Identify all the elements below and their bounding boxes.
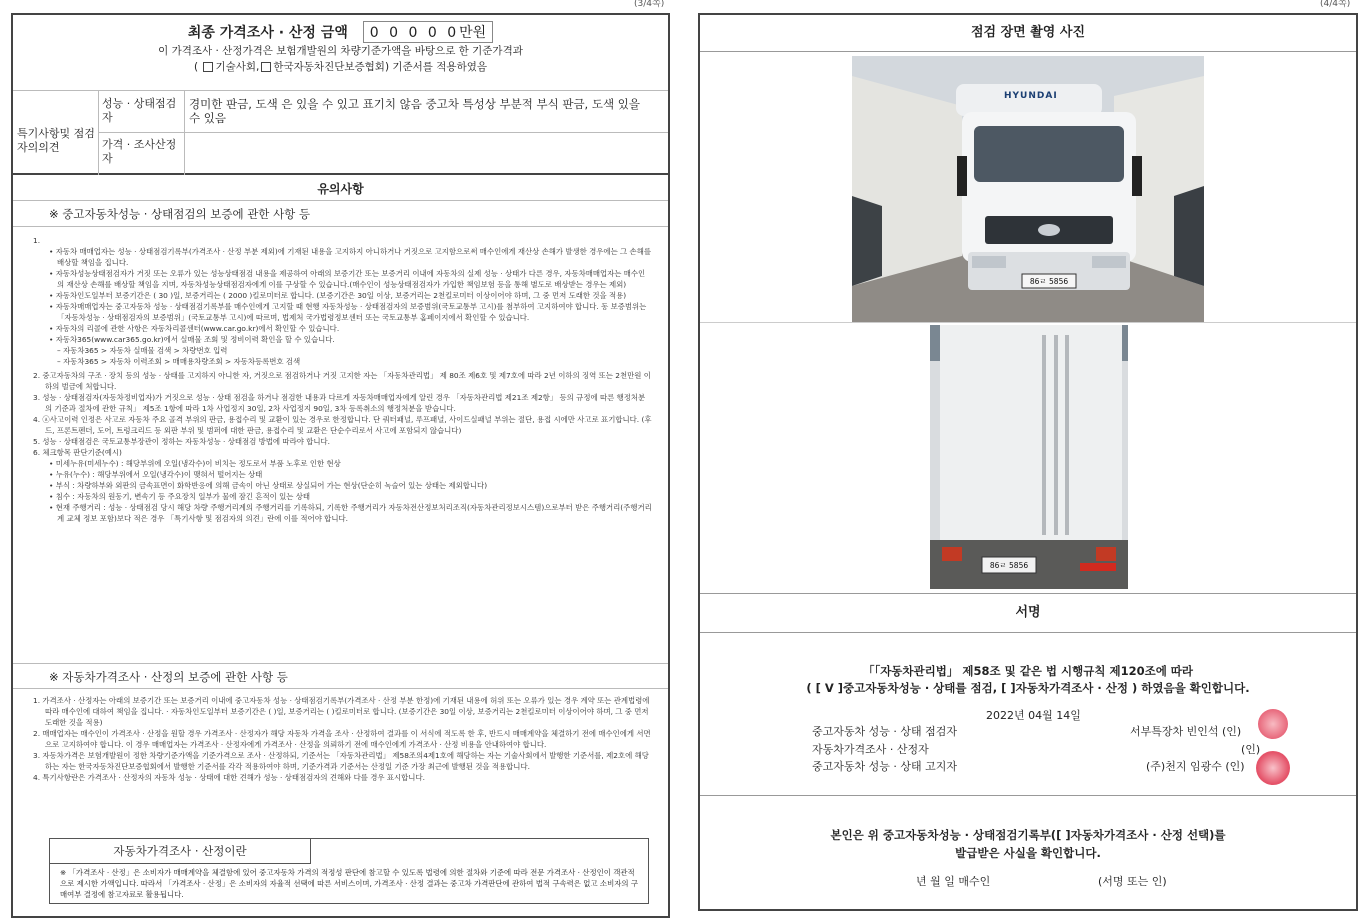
notice-title: 유의사항: [13, 175, 668, 201]
criteria-bullet: • 부식 : 차량하부와 외판의 금속표면이 화학반응에 의해 금속이 아닌 상태로 상실되어 가는 현상(단순히 녹슬어 있는 상태는 제외합니다): [49, 481, 488, 490]
page-number-right: (4/4쪽): [1320, 0, 1351, 9]
inspection-form-page-4: [698, 13, 1358, 911]
checkbox-tech-society[interactable]: [203, 62, 213, 72]
final-price-amount: 0 0 0 0 0: [369, 25, 460, 41]
final-price-amount-box[interactable]: [363, 21, 493, 43]
notice-section-2-body: [31, 695, 652, 783]
appraisal-definition-box: [49, 838, 649, 904]
inspector-name[interactable]: 서부특장차 빈인석 (인): [1130, 725, 1242, 738]
notice-item-3: 3. 성능 · 상태점검자(자동차정비업자)가 거짓으로 성능 · 상태 점검을 하거나 점검한 내용과 다르게 자동차매매업자에게 알린 경우 「자동차관리법 제21조 제2항」 등의 규정에 따른 행정처분의 기준과 절차에 관한 규칙」 제5조 1항에 따라 1차 사업정지 30일, 2차 사업정지 90일, 3차 등록취소의 행정처분을 받습니다.: [33, 393, 646, 413]
notice-sub: – 자동차365 > 자동차 이력조회 > 매매용차량조회 > 자동차등록번호 검색: [57, 357, 301, 366]
price-item-1: 1. 가격조사 · 산정자는 아래의 보증기간 또는 보증거리 이내에 중고자동차 성능 · 상태점검기록부(가격조사 · 산정 부분 한정)에 기재된 내용에 허위 또는 오류가 있는 경우 계약 또는 관계법령에 따라 매수인에 대하여 책임을 집니다. · 자동차인도일부터 보증기간은 ( )일, 보증거리는 ( )킬로미터로 합니다. (보증기간은 30일 이상, 보증거리는 2천킬로미터 이상이어야 하며, 그 중 먼저 도래한 것을 적용): [33, 696, 650, 727]
criteria-bullet: • 침수 : 자동차의 원동기, 변속기 등 주요장치 일부가 물에 잠긴 흔적이 있는 상태: [49, 492, 311, 501]
special-notes-section: [13, 91, 668, 175]
notice-bullet: • 자동차성능상태점검자가 거짓 또는 오류가 있는 성능상태점검 내용을 제공하여 아래의 보증기간 또는 보증거리 이내에 자동차의 실제 성능 · 상태가 다른 경우, 자동차매매업자는 매수인의 재산상 손해를 배상할 책임을 지며, 자동차성능상태점검자에게 이를 구상할 수 있습니다.(매수인이 성능상태점검자가 가입한 책임보험 등을 통해 별도로 배상받는 경우는 제외): [49, 269, 646, 289]
notice-section-1-heading: ※ 중고자동차성능 · 상태점검의 보증에 관한 사항 등: [49, 207, 311, 221]
criteria-bullet: • 누유(누수) : 해당부위에서 오일(냉각수)이 맺혀서 떨어지는 상태: [49, 470, 263, 479]
criteria-bullet: • 현재 주행거리 : 성능 · 상태점검 당시 해당 차량 주행거리계의 주행거리를 기록하되, 기록한 주행거리가 자동차전산정보처리조직(자동차관리정보시스템)으로부터 받은 주행거리(주행거리계 교체 정보 포함)보다 적은 경우 「특기사항 및 점검자의 의견」란에 이를 적어야 합니다.: [49, 503, 652, 523]
buyer-signature[interactable]: (서명 또는 인): [1098, 875, 1167, 888]
notifier-seal-stamp: [1256, 751, 1290, 785]
appraiser-opinion-text[interactable]: [185, 133, 668, 175]
price-item-2: 2. 매매업자는 매수인이 가격조사 · 산정을 원할 경우 가격조사 · 산정자가 해당 자동차 가격을 조사 · 산정하여 결과를 이 서식에 적도록 한 후, 반드시 매매계약을 체결하기 전에 매수인에게 서면으로 고지하여야 합니다. 이 경우 매매업자는 가격조사 · 산정자에게 가격조사 · 산정을 의뢰하기 전에 매수인에게 가격조사 · 산정 비용을 안내하여야 합니다.: [33, 729, 651, 749]
confirmation-line[interactable]: ( [ V ]중고자동차성능 · 상태를 점검, [ ]자동차가격조사 · 산정 ) 하였음을 확인합니다.: [806, 681, 1250, 695]
notice-bullet: • 자동차매매업자는 중고자동차 성능 · 상태점검기록부를 매수인에게 고지할 때 현행 자동차성능 · 상태점검자의 보증범위(국토교통부 고시)를 첨부하여 고지하여야 합니다. 동 보증범위는 「자동차성능 · 상태점검자의 보증범위」(국토교통부 고시)에 따르며, 법제처 국가법령정보센터 또는 국토교통부 홈페이지에서 확인할 수 있습니다.: [49, 302, 647, 322]
front-plate-text: 86ㄹ 5856: [1029, 277, 1069, 286]
inspection-form-page-3: [11, 13, 670, 918]
inspector-role: 중고자동차 성능 · 상태 점검자: [812, 725, 957, 738]
notice-bullet: • 자동차365(www.car365.go.kr)에서 실매물 조회 및 정비이력 확인을 할 수 있습니다.: [49, 335, 335, 344]
appraiser-opinion-label: 가격 · 조사산정자: [99, 133, 185, 175]
final-price-basis: 이 가격조사 · 산정가격은 보험개발원의 차량기준가액을 바탕으로 한 기준가격과: [158, 45, 523, 57]
notifier-role: 중고자동차 성능 · 상태 고지자: [812, 760, 957, 773]
final-price-section: [13, 15, 668, 91]
notice-bullet: • 자동차의 리콜에 관한 사항은 자동차리콜센터(www.car.go.kr)에서 확인할 수 있습니다.: [49, 324, 340, 333]
notice-item-4: 4. ⓐ사고이력 인정은 사고로 자동차 주요 골격 부위의 판금, 용접수리 및 교환이 있는 경우로 한정합니다. 단 쿼터패널, 루프패널, 사이드실패널 부위는 절단, 용접 시에만 사고로 표기합니다. (후드, 프론트펜더, 도어, 트렁크리드 등 외판 부위 및 범퍼에 대한 판금, 용접수리 및 교환은 단순수리로서 사고에 포함되지 않습니다): [33, 415, 652, 435]
notice-section-1-body: [31, 235, 652, 524]
price-item-4: 4. 특기사항란은 가격조사 · 산정자의 자동차 성능 · 상태에 대한 견해가 성능 · 상태점검자의 견해와 다를 경우 표시합니다.: [33, 773, 425, 782]
final-price-unit: 만원: [459, 25, 487, 41]
checkbox-kadia[interactable]: [261, 62, 271, 72]
inspector-seal-stamp: [1258, 709, 1288, 739]
front-brand-text: HYUNDAI: [1004, 91, 1058, 101]
notice-sec2-row: [13, 663, 668, 689]
front-truck-photo: [852, 56, 1204, 322]
inspector-opinion-text[interactable]: 경미한 판금, 도색 은 있을 수 있고 표기치 않음 중고차 특성상 부분적 부식 판금, 도색 있을 수 있음: [185, 91, 668, 133]
special-notes-label: 특기사항및 점검자의의견: [13, 91, 99, 175]
notice-item-2: 2. 중고자동차의 구조 · 장치 등의 성능 · 상태를 고지하지 아니한 자, 거짓으로 점검하거나 거짓 고지한 자는 「자동차관리법」 제 80조 제6호 및 제7호에 따라 2년 이하의 징역 또는 2천만원 이하의 벌금에 처합니다.: [33, 371, 651, 391]
appraiser-role: 자동차가격조사 · 산정자: [812, 743, 929, 756]
notice-bullet: • 자동차 매매업자는 성능 · 상태점검기록부(가격조사 · 산정 부분 제외)에 기재된 내용을 고지하지 아니하거나 거짓으로 고지함으로써 매수인에게 재산상 손해가 발생한 경우에는 그 손해를 배상할 책임을 집니다.: [49, 247, 651, 267]
notice-sub: – 자동차365 > 자동차 실매물 검색 > 차량번호 입력: [57, 346, 228, 355]
criteria-bullet: • 미세누유(미세누수) : 해당부위에 오일(냉각수)이 비치는 정도로서 부품 노후로 인한 현상: [49, 459, 341, 468]
notice-bullet: • 자동차인도일부터 보증기간은 ( 30 )일, 보증거리는 ( 2000 )킬로미터로 합니다. (보증기간은 30일 이상, 보증거리는 2천킬로미터 이상이어야 하며, 그 중 먼저 도래한 것을 적용): [49, 291, 627, 300]
final-price-heading: [13, 15, 668, 43]
signature-title: 서명: [700, 593, 1356, 633]
law-basis-line: 「「자동차관리법」 제58조 및 같은 법 시행규칙 제120조에 따라: [862, 664, 1194, 678]
appraiser-name[interactable]: (인): [1241, 743, 1261, 756]
notice-item-5: 5. 성능 · 상태점검은 국토교통부장관이 정하는 자동차성능 · 상태점검 방법에 따라야 합니다.: [33, 437, 330, 446]
final-price-title: 최종 가격조사 · 산정 금액: [187, 25, 348, 41]
photos-title: 점검 장면 촬영 사진: [700, 15, 1356, 52]
inspector-opinion-label: 성능 · 상태점검자: [99, 91, 185, 133]
receipt-line-1: 본인은 위 중고자동차성능 · 상태점검기록부([ ]자동차가격조사 · 산정 선택)를: [830, 828, 1226, 842]
standard-choice-end: ) 기준서를 적용하였음: [384, 61, 487, 73]
signature-date: 2022년 04월 14일: [986, 709, 1081, 722]
standard-choice: ( 기술사회, 한국자동차진단보증협회) 기준서를 적용하였음: [194, 61, 487, 73]
notice-item-1: 1.: [33, 236, 41, 245]
notice-sec1-row: [13, 201, 668, 227]
notice-section-2-heading: ※ 자동차가격조사 · 산정의 보증에 관한 사항 등: [49, 670, 288, 684]
rear-truck-photo: [930, 325, 1128, 589]
definition-text: ※ 「가격조사 · 산정」은 소비자가 매매계약을 체결함에 있어 중고자동차 가격의 적정성 판단에 참고할 수 있도록 법령에 의한 절차와 기준에 따라 전문 가격조사 · 산정인이 객관적으로 제시한 가액입니다. 따라서 「가격조사 · 산정」은 소비자의 자율적 선택에 따른 서비스이며, 가격조사 · 산정 결과는 중고차 가격판단에 관하여 법적 구속력은 없고 소비자의 구매여부 결정에 참고자료로 활용됩니다.: [60, 868, 638, 899]
rear-plate-text: 86ㄹ 5856: [989, 561, 1029, 570]
option-tech-society: 기술사회,: [215, 61, 260, 73]
receipt-line-2: 발급받은 사실을 확인합니다.: [955, 846, 1101, 860]
notifier-name[interactable]: (주)천지 임광수 (인): [1146, 760, 1245, 773]
buyer-date-line: 년 월 일 매수인: [916, 875, 991, 888]
option-kadia: 한국자동차진단보증협회: [273, 61, 385, 73]
definition-title: 자동차가격조사 · 산정이란: [50, 839, 311, 864]
rear-truck-illustration: [930, 325, 1128, 589]
notice-item-6: 6. 체크항목 판단기준(예시): [33, 448, 122, 457]
page-number-left: (3/4쪽): [634, 0, 665, 9]
price-item-3: 3. 자동차가격은 보험개발원이 정한 차량기준가액을 기준가격으로 조사 · 산정하되, 기준서는 「자동차관리법」 제58조의4제1호에 해당하는 자는 기술사회에서 발행한 기준서를, 제2호에 해당하는 자는 한국자동차진단보증협회에서 발행한 기준서를 각각 적용하여야 하며, 기준가격과 기준서는 산정일 기준 가장 최근에 발행된 것을 적용합니다.: [33, 751, 649, 771]
